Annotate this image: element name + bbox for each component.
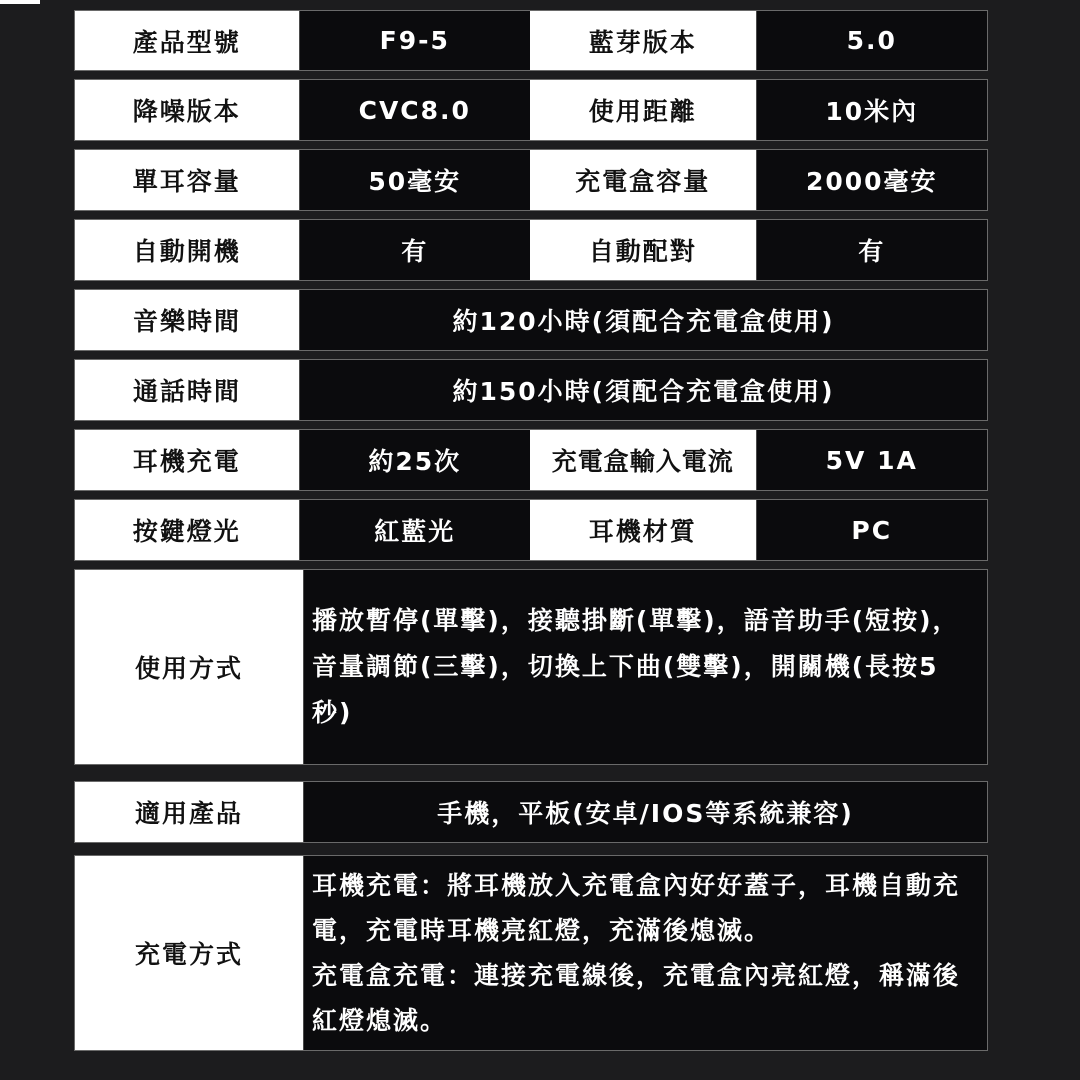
label-case-capacity: 充電盒容量 — [530, 150, 756, 210]
label-music-time: 音樂時間 — [75, 290, 299, 350]
label-button-light: 按鍵燈光 — [75, 500, 299, 560]
value-earbud-charging: 約25次 — [299, 430, 531, 490]
value-material: PC — [756, 500, 988, 560]
spec-row-model — [74, 10, 988, 71]
value-auto-pairing: 有 — [756, 220, 988, 280]
spec-row-charging — [74, 429, 988, 491]
label-earbud-charging: 耳機充電 — [75, 430, 299, 490]
value-range: 10米內 — [756, 80, 988, 140]
label-auto-power-on: 自動開機 — [75, 220, 299, 280]
value-music-time: 約120小時(須配合充電盒使用) — [299, 290, 987, 350]
value-usage — [303, 570, 987, 764]
label-bluetooth-version: 藍芽版本 — [530, 11, 756, 70]
value-case-input: 5V 1A — [756, 430, 988, 490]
spec-row-usage — [74, 569, 988, 765]
spec-row-capacity — [74, 149, 988, 211]
label-material: 耳機材質 — [530, 500, 756, 560]
corner-mark — [0, 0, 40, 4]
charging-case-text: 充電盒充電：連接充電線後，充電盒內亮紅燈，稱滿後紅燈熄滅。 — [312, 961, 961, 1035]
spec-row-noise-cancel — [74, 79, 988, 141]
label-usage: 使用方式 — [75, 570, 303, 764]
spec-row-compatible — [74, 781, 988, 843]
spec-row-talk-time — [74, 359, 988, 421]
spec-row-music-time — [74, 289, 988, 351]
value-talk-time: 約150小時(須配合充電盒使用) — [299, 360, 987, 420]
value-noise-cancel: CVC8.0 — [299, 80, 531, 140]
label-talk-time: 通話時間 — [75, 360, 299, 420]
spec-row-charging-method — [74, 855, 988, 1051]
spec-row-light — [74, 499, 988, 561]
value-button-light: 紅藍光 — [299, 500, 531, 560]
value-auto-power-on: 有 — [299, 220, 531, 280]
charging-earbud-text: 耳機充電：將耳機放入充電盒內好好蓋子，耳機自動充電，充電時耳機亮紅燈，充滿後熄滅。 — [312, 871, 961, 945]
label-auto-pairing: 自動配對 — [530, 220, 756, 280]
label-model: 產品型號 — [75, 11, 299, 70]
value-model: F9-5 — [299, 11, 531, 70]
label-noise-cancel: 降噪版本 — [75, 80, 299, 140]
usage-text: 播放暫停(單擊)，接聽掛斷(單擊)，語音助手(短按)，音量調節(三擊)，切換上下曲(雙擊)，開關機(長按5秒) — [312, 606, 960, 727]
label-range: 使用距離 — [530, 80, 756, 140]
spec-row-auto — [74, 219, 988, 281]
value-case-capacity: 2000毫安 — [756, 150, 988, 210]
label-charging-method: 充電方式 — [75, 856, 303, 1050]
label-compatible: 適用產品 — [75, 782, 303, 842]
value-compatible: 手機，平板(安卓/IOS等系統兼容) — [303, 782, 987, 842]
spec-table — [74, 10, 988, 1051]
value-earbud-capacity: 50毫安 — [299, 150, 531, 210]
label-earbud-capacity: 單耳容量 — [75, 150, 299, 210]
value-bluetooth-version: 5.0 — [756, 11, 988, 70]
value-charging-method — [303, 856, 987, 1050]
label-case-input: 充電盒輸入電流 — [530, 430, 756, 490]
